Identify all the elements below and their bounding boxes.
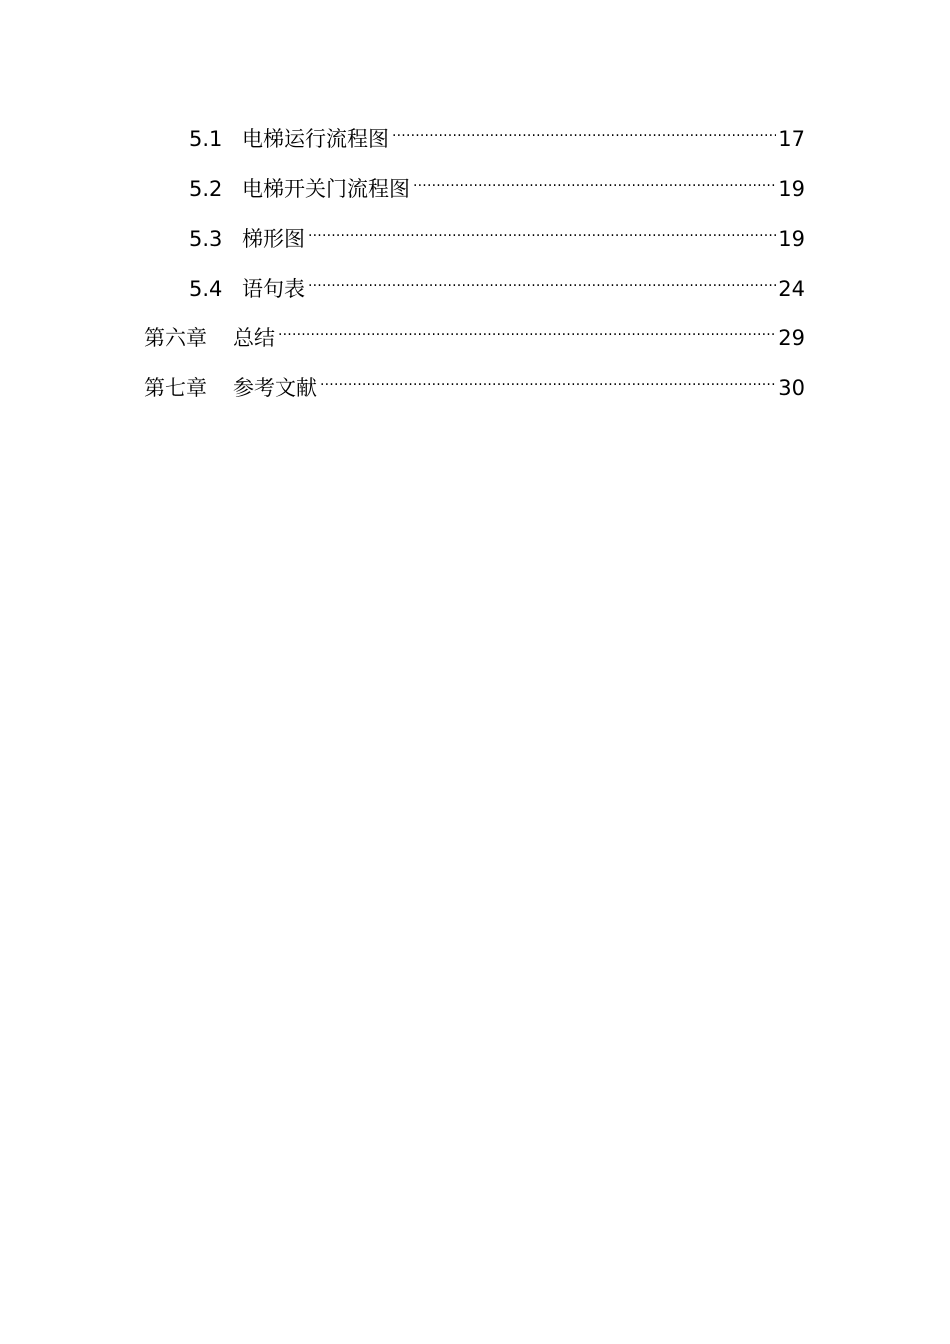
toc-entry-chapter-6[interactable] <box>144 315 805 350</box>
toc-entry-title: 语句表 <box>242 277 305 301</box>
toc-entry-page: 30 <box>778 376 805 400</box>
toc-entry-number: 5.3 <box>189 227 223 251</box>
dot-leader <box>308 216 776 246</box>
toc-entry-title: 电梯开关门流程图 <box>242 177 410 201</box>
toc-entry-page: 19 <box>778 177 805 201</box>
dot-leader <box>278 315 776 345</box>
toc-entry-number: 第七章 <box>144 376 207 400</box>
toc-entry-5-3[interactable] <box>189 216 805 251</box>
dot-leader <box>308 266 776 296</box>
toc-entry-title: 总结 <box>233 326 275 350</box>
toc-entry-number: 5.4 <box>189 277 223 301</box>
toc-entry-chapter-7[interactable] <box>144 365 805 400</box>
dot-leader <box>392 116 776 146</box>
toc-entry-number: 第六章 <box>144 326 207 350</box>
toc-entry-5-2[interactable] <box>189 166 805 201</box>
toc-entry-title: 电梯运行流程图 <box>242 127 389 151</box>
dot-leader <box>320 365 776 395</box>
toc-entry-page: 17 <box>778 127 805 151</box>
dot-leader <box>413 166 776 196</box>
toc-entry-title: 梯形图 <box>242 227 305 251</box>
toc-entry-page: 29 <box>778 326 805 350</box>
toc-entry-5-1[interactable] <box>189 116 805 151</box>
toc-entry-5-4[interactable] <box>189 266 805 301</box>
toc-entry-page: 19 <box>778 227 805 251</box>
toc-entry-number: 5.2 <box>189 177 223 201</box>
toc-entry-number: 5.1 <box>189 127 223 151</box>
toc-entry-title: 参考文献 <box>233 376 317 400</box>
toc-entry-page: 24 <box>778 277 805 301</box>
